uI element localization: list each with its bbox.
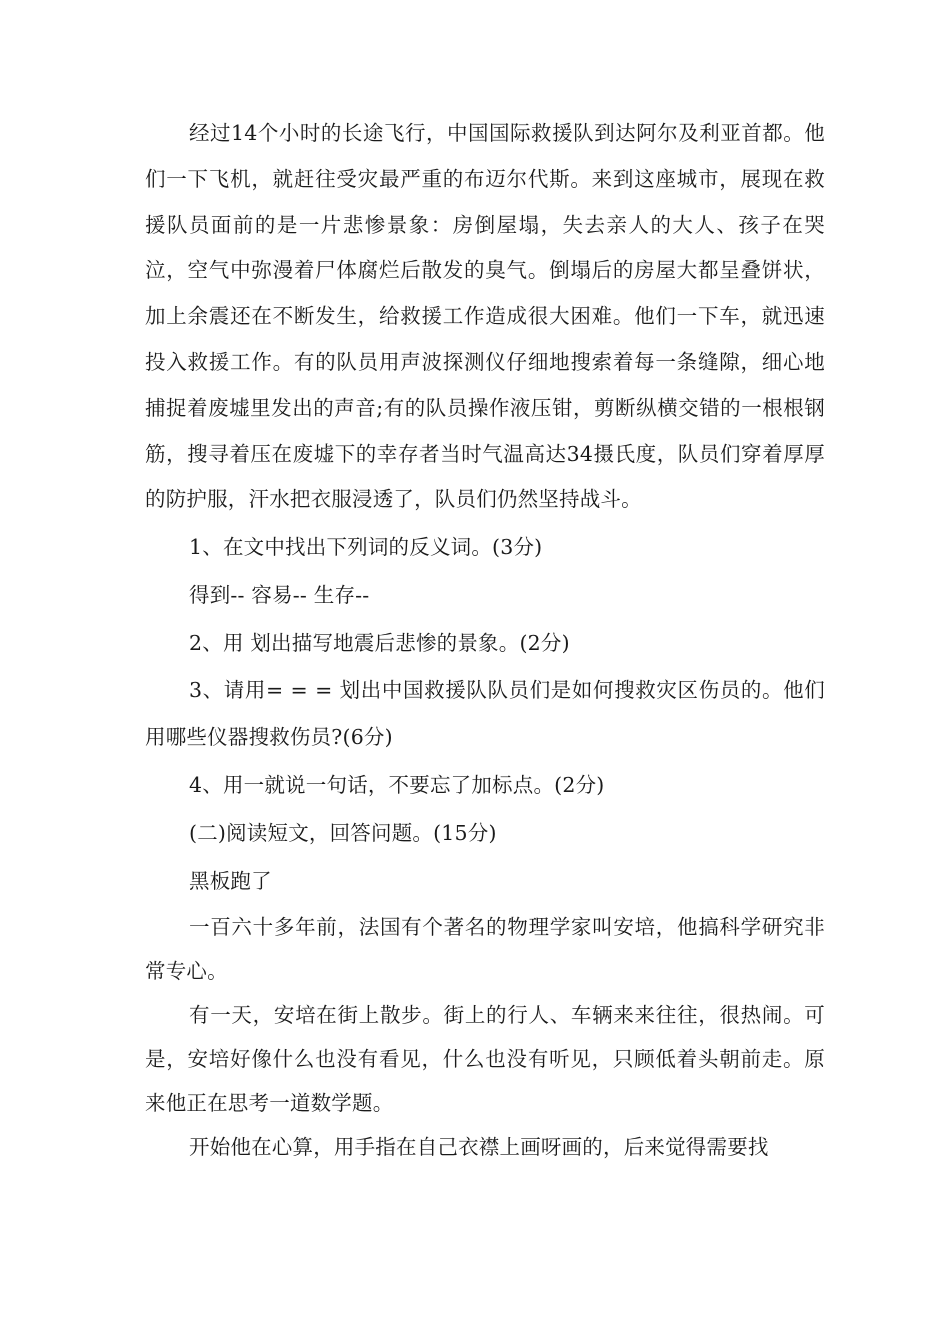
question-2: 2、用 划出描写地震后悲惨的景象。(2分): [189, 631, 570, 656]
question-1-words: 得到-- 容易-- 生存--: [189, 583, 370, 608]
question-3: 3、请用= = = 划出中国救援队队员们是如何搜救灾区伤员的。他们用哪些仪器搜救伤员?(6分): [145, 678, 825, 750]
document-page: [145, 111, 825, 1169]
story-paragraph-2: 有一天，安培在街上散步。街上的行人、车辆来来往往，很热闹。可是，安培好像什么也没有看见，什么也没有听见，只顾低着头朝前走。原来他正在思考一道数学题。: [145, 1003, 825, 1116]
story-paragraph-1: 一百六十多年前，法国有个著名的物理学家叫安培，他搞科学研究非常专心。: [145, 915, 825, 984]
passage-paragraph-rescue: 经过14个小时的长途飞行，中国国际救援队到达阿尔及利亚首都。他们一下飞机，就赶往受灾最严重的布迈尔代斯。来到这座城市，展现在救援队员面前的是一片悲惨景象：房倒屋塌，失去亲人的大人、孩子在哭泣，空气中弥漫着尸体腐烂后散发的臭气。倒塌后的房屋大都呈叠饼状，加上余震还在不断发生，给救援工作造成很大困难。他们一下车，就迅速投入救援工作。有的队员用声波探测仪仔细地搜索着每一条缝隙，细心地捕捉着废墟里发出的声音;有的队员操作液压钳，剪断纵横交错的一根根钢筋，搜寻着压在废墟下的幸存者当时气温高达34摄氏度，队员们穿着厚厚的防护服，汗水把衣服浸透了，队员们仍然坚持战斗。: [145, 121, 825, 512]
question-4: 4、用一就说一句话，不要忘了加标点。(2分): [189, 773, 605, 798]
section-heading-2: (二)阅读短文，回答问题。(15分): [189, 821, 497, 846]
story-paragraph-3: 开始他在心算，用手指在自己衣襟上画呀画的，后来觉得需要找: [189, 1135, 769, 1160]
story-title: 黑板跑了: [189, 869, 272, 894]
question-1: 1、在文中找出下列词的反义词。(3分): [189, 535, 543, 560]
